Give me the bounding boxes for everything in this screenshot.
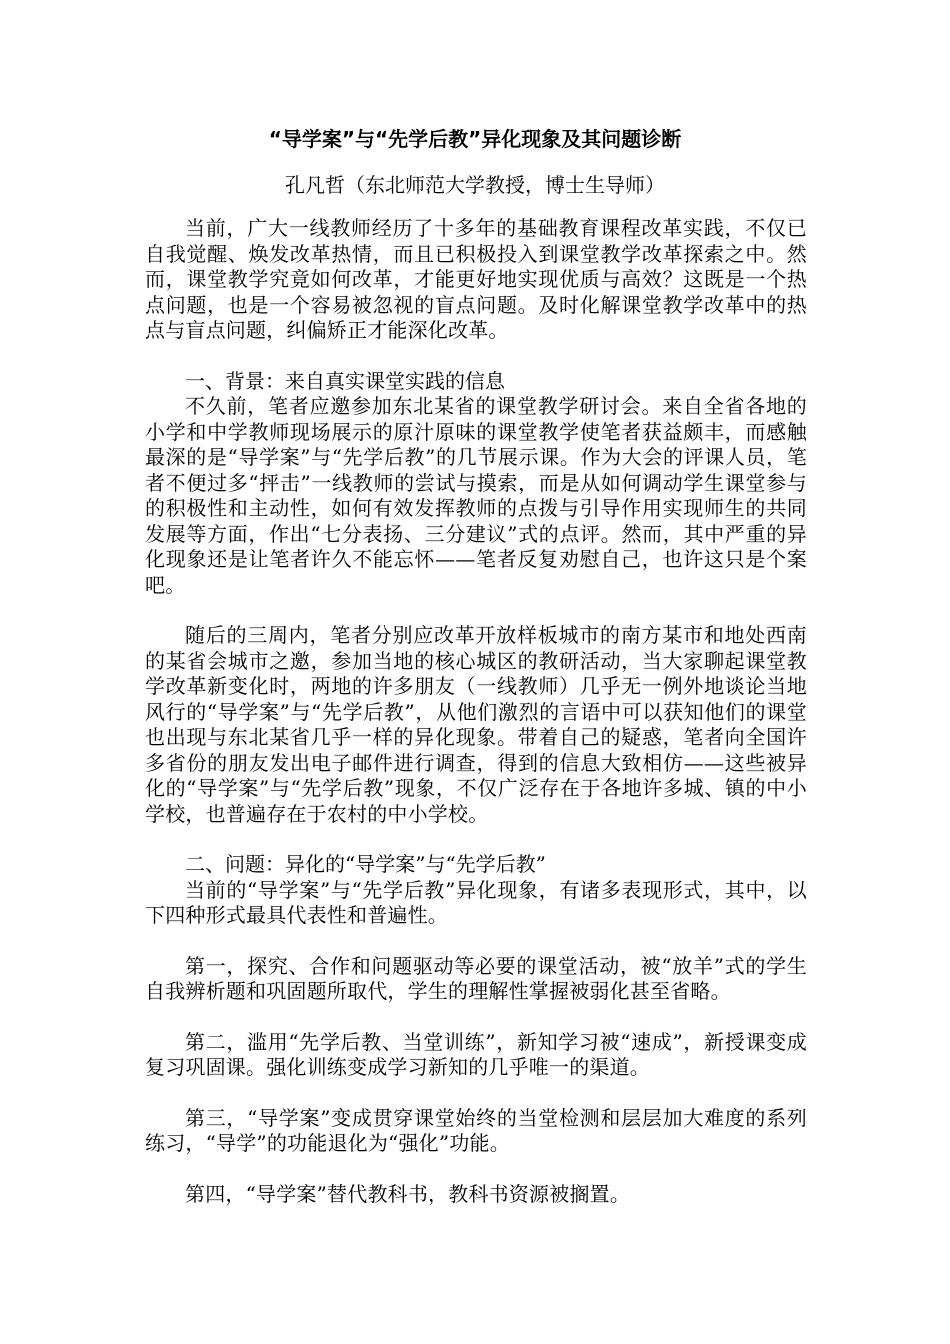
paragraph-point-4: 第四，“导学案”替代教科书，教科书资源被搁置。	[185, 1181, 631, 1206]
paragraph-point-3: 第三，“导学案”变成贯穿课堂始终的当堂检测和层层加大难度的系列练习，“导学”的功能退化为“强化”功能。	[145, 1105, 807, 1155]
document-body	[145, 216, 807, 1207]
section-heading-background: 一、背景：来自真实课堂实践的信息	[185, 368, 505, 393]
author-line: 孔凡哲（东北师范大学教授，博士生导师）	[285, 173, 665, 197]
paragraph-intro: 当前，广大一线教师经历了十多年的基础教育课程改革实践，不仅已自我觉醒、焕发改革热情，而且已积极投入到课堂教学改革探索之中。然而，课堂教学究竟如何改革，才能更好地实现优质与高效？这既是一个热点问题，也是一个容易被忽视的盲点问题。及时化解课堂教学改革中的热点与盲点问题，纠偏矫正才能深化改革。	[145, 216, 807, 342]
document-title: “导学案”与“先学后教”异化现象及其问题诊断	[268, 127, 682, 151]
paragraph-background-2: 随后的三周内，笔者分别应改革开放样板城市的南方某市和地处西南的某省会城市之邀，参加当地的核心城区的教研活动，当大家聊起课堂教学改革新变化时，两地的许多朋友（一线教师）几乎无一例外地谈论当地风行的“导学案”与“先学后教”，从他们激烈的言语中可以获知他们的课堂也出现与东北某省几乎一样的异化现象。带着自己的疑惑，笔者向全国许多省份的朋友发出电子邮件进行调查，得到的信息大致相仿——这些被异化的“导学案”与“先学后教”现象，不仅广泛存在于各地许多城、镇的中小学校，也普遍存在于农村的中小学校。	[145, 623, 807, 826]
paragraph-problem-intro: 当前的“导学案”与“先学后教”异化现象，有诸多表现形式，其中，以下四种形式最具代表性和普遍性。	[145, 877, 807, 927]
section-heading-problem: 二、问题：异化的“导学案”与“先学后教”	[185, 852, 546, 876]
paragraph-point-1: 第一，探究、合作和问题驱动等必要的课堂活动，被“放羊”式的学生自我辨析题和巩固题所取代，学生的理解性掌握被弱化甚至省略。	[145, 953, 807, 1003]
paragraph-point-2: 第二，滥用“先学后教、当堂训练”，新知学习被“速成”，新授课变成复习巩固课。强化训练变成学习新知的几乎唯一的渠道。	[145, 1029, 807, 1079]
paragraph-background-1: 不久前，笔者应邀参加东北某省的课堂教学研讨会。来自全省各地的小学和中学教师现场展示的原汁原味的课堂教学使笔者获益颇丰，而感触最深的是“导学案”与“先学后教”的几节展示课。作为大会的评课人员，笔者不便过多“抨击”一线教师的尝试与摸索，而是从如何调动学生课堂参与的积极性和主动性，如何有效发挥教师的点拨与引导作用实现师生的共同发展等方面，作出“七分表扬、三分建议”式的点评。然而，其中严重的异化现象还是让笔者许久不能忘怀——笔者反复劝慰自己，也许这只是个案吧。	[145, 394, 807, 597]
